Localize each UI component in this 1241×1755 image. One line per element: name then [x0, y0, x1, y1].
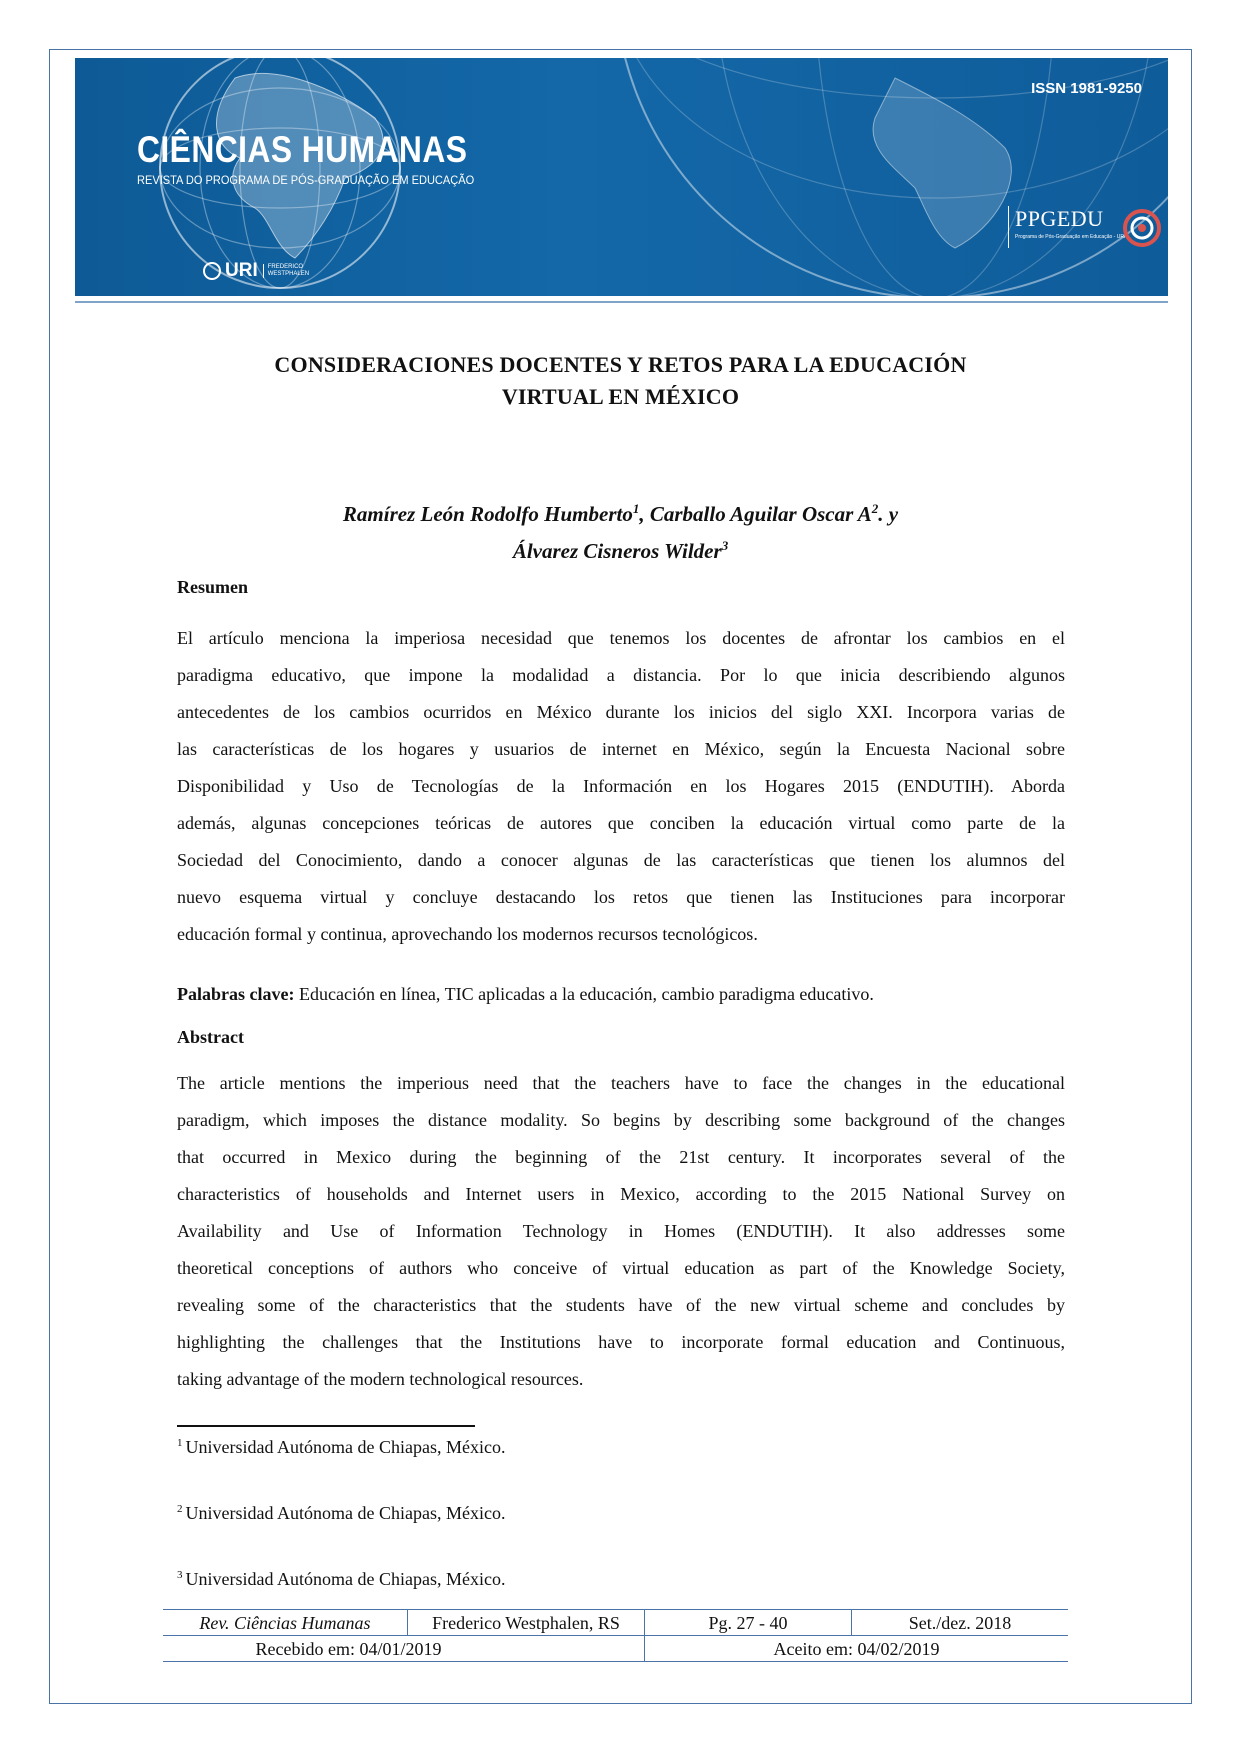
uri-campus: [263, 264, 309, 278]
author-1-affiliation: 1: [632, 501, 640, 516]
footnote-1-number: 1: [177, 1437, 183, 1449]
keywords-text: Educación en línea, TIC aplicadas a la educación, cambio paradigma educativo.: [294, 984, 874, 1004]
footer-received: Recebido em: 04/01/2019: [163, 1636, 645, 1662]
footnote-3-text: Universidad Autónoma de Chiapas, México.: [185, 1569, 506, 1589]
journal-banner: [75, 58, 1168, 296]
abstract-line: that occurred in Mexico during the beginning of the 21st century. It incorporates several of the: [177, 1147, 1065, 1167]
footer-pages: Pg. 27 - 40: [645, 1610, 852, 1636]
resumen-line: educación formal y continua, aprovechando los modernos recursos tecnológicos.: [177, 924, 758, 944]
journal-subtitle: REVISTA DO PROGRAMA DE PÓS-GRADUAÇÃO EM EDUCAÇÃO: [137, 173, 475, 187]
ppgedu-logo-text: PPGEDU: [1015, 206, 1104, 231]
author-2: Carballo Aguilar Oscar A: [649, 502, 872, 526]
resumen-line: El artículo menciona la imperiosa necesidad que tenemos los docentes de afrontar los cambios en el: [177, 628, 1065, 648]
resumen-line: nuevo esquema virtual y concluye destacando los retos que tienen las Instituciones para incorporar: [177, 887, 1065, 907]
abstract-line: highlighting the challenges that the Institutions have to incorporate formal education and Continuous,: [177, 1332, 1065, 1352]
author-3: Álvarez Cisneros Wilder: [512, 539, 722, 563]
banner-divider: [75, 301, 1168, 303]
uri-logo-text: URI: [225, 260, 258, 281]
abstract-line: revealing some of the characteristics that the students have of the new virtual scheme and concludes by: [177, 1295, 1065, 1315]
ppgedu-divider: [1008, 206, 1009, 248]
author-list: [0, 493, 1241, 567]
resumen-body: [177, 620, 1065, 953]
author-separator-1: ,: [639, 502, 650, 526]
uri-campus-line2: WESTPHALEN: [267, 271, 310, 277]
resumen-line: paradigma educativo, que impone la modalidad a distancia. Por lo que inicia describiendo algunos: [177, 665, 1065, 685]
footnote-1: [177, 1437, 505, 1458]
footnote-2: [177, 1503, 505, 1524]
citation-footer: [163, 1609, 1068, 1662]
abstract-heading: Abstract: [177, 1027, 244, 1047]
footnote-3: [177, 1569, 505, 1590]
author-1: Ramírez León Rodolfo Humberto: [342, 502, 633, 526]
keywords-label: Palabras clave:: [177, 984, 295, 1004]
abstract-body: [177, 1065, 1065, 1398]
resumen-line: antecedentes de los cambios ocurridos en México durante los inicios del siglo XXI. Incorpora varias de: [177, 702, 1065, 722]
abstract-line: paradigm, which imposes the distance modality. So begins by describing some background of the changes: [177, 1110, 1065, 1130]
resumen-line: además, algunas concepciones teóricas de autores que conciben la educación virtual como parte de la: [177, 813, 1065, 833]
footer-accepted: Aceito em: 04/02/2019: [645, 1636, 1069, 1662]
abstract-line: taking advantage of the modern technological resources.: [177, 1369, 584, 1389]
footnote-2-number: 2: [177, 1503, 183, 1515]
footnote-2-text: Universidad Autónoma de Chiapas, México.: [185, 1503, 506, 1523]
footer-journal: Rev. Ciências Humanas: [163, 1610, 408, 1636]
resumen-heading: Resumen: [177, 577, 248, 597]
ppgedu-swirl-icon: [1122, 208, 1162, 248]
footnote-3-number: 3: [177, 1569, 183, 1581]
uri-campus-line1: FREDERICO: [267, 264, 304, 270]
footnote-rule: [177, 1425, 475, 1427]
abstract-line: theoretical conceptions of authors who conceive of virtual education as part of the Knowledge Society,: [177, 1258, 1065, 1278]
article-title: [0, 349, 1241, 413]
keywords: [177, 981, 1065, 1007]
abstract-line: Availability and Use of Information Technology in Homes (ENDUTIH). It also addresses some: [177, 1221, 1065, 1241]
resumen-line: Disponibilidad y Uso de Tecnologías de la Información en los Hogares 2015 (ENDUTIH). Aborda: [177, 776, 1065, 796]
issn: ISSN 1981-9250: [1031, 80, 1142, 97]
uri-logo: [203, 260, 309, 282]
author-3-affiliation: 3: [721, 538, 729, 553]
author-2-affiliation: 2: [871, 501, 879, 516]
title-line-2: VIRTUAL EN MÉXICO: [501, 384, 740, 409]
footer-period: Set./dez. 2018: [852, 1610, 1069, 1636]
footnote-1-text: Universidad Autónoma de Chiapas, México.: [185, 1437, 506, 1457]
abstract-line: characteristics of households and Internet users in Mexico, according to the 2015 National Survey on: [177, 1184, 1065, 1204]
ppgedu-logo: [1008, 206, 1125, 248]
ppgedu-subtitle: Programa de Pós-Graduação em Educação - URI: [1015, 234, 1126, 240]
resumen-line: Sociedad del Conocimiento, dando a conocer algunas de las características que tienen los alumnos del: [177, 850, 1065, 870]
journal-name: CIÊNCIAS HUMANAS: [137, 129, 468, 170]
resumen-line: las características de los hogares y usuarios de internet en México, según la Encuesta Nacional sobre: [177, 739, 1065, 759]
author-separator-2: . y: [878, 502, 899, 526]
uri-seal-icon: [203, 262, 221, 280]
footer-location: Frederico Westphalen, RS: [408, 1610, 645, 1636]
abstract-line: The article mentions the imperious need that the teachers have to face the changes in the educational: [177, 1073, 1065, 1093]
title-line-1: CONSIDERACIONES DOCENTES Y RETOS PARA LA EDUCACIÓN: [274, 352, 967, 377]
